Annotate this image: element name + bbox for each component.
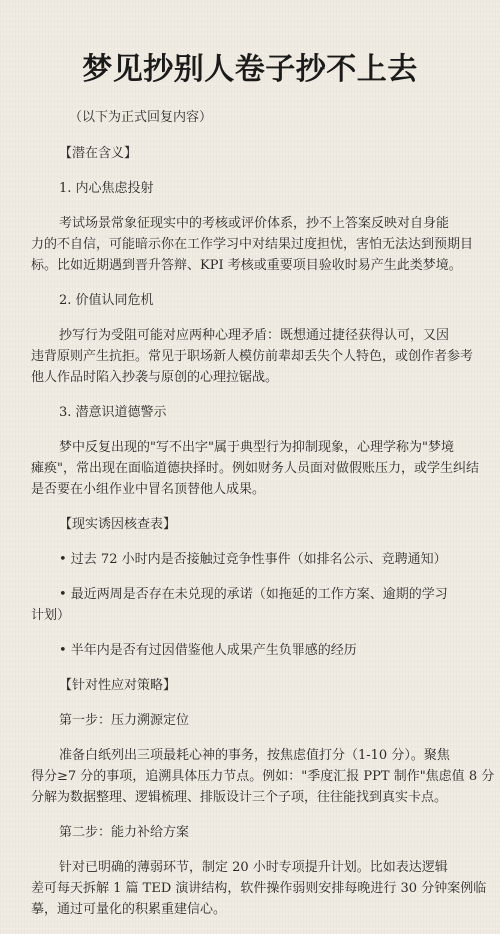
page-title: 梦见抄别人卷子抄不上去	[82, 52, 418, 87]
checklist-item: • 半年内是否有过因借鉴他人成果产生负罪感的经历	[59, 643, 357, 658]
paragraph-line: 准备白纸列出三项最耗心神的事务，按焦虑值打分（1-10 分）。聚焦	[59, 748, 450, 763]
paragraph-line: 摹，通过可量化的积累重建信心。	[31, 902, 227, 917]
checklist-line: • 最近两周是否存在未兑现的承诺（如拖延的工作方案、逾期的学习	[59, 587, 448, 602]
paragraph-line: 梦中反复出现的"写不出字"属于典型行为抑制现象，心理学称为"梦境	[59, 440, 454, 455]
paragraph-line: 瘫痪"，常出现在面临道德抉择时。例如财务人员面对做假账压力，或学生纠结	[31, 461, 479, 476]
paragraph-line: 考试场景常象征现实中的考核或评价体系，抄不上答案反映对自身能	[59, 216, 450, 231]
paragraph-line: 是否要在小组作业中冒名顶替他人成果。	[31, 482, 266, 497]
intro-note: （以下为正式回复内容）	[69, 110, 213, 125]
section-heading-strategy: 【针对性应对策略】	[59, 678, 177, 693]
paragraph-pressure	[31, 745, 495, 808]
checklist-item	[31, 584, 472, 626]
paragraph-line: 得分≥7 分的事项，追溯具体压力节点。例如："季度汇报 PPT 制作"焦虑值 8 分	[31, 769, 495, 784]
paragraph-line: 分解为数据整理、逻辑梳理、排版设计三个子项，往往能找到真实卡点。	[31, 790, 448, 805]
item-title-anxiety: 1. 内心焦虑投射	[59, 181, 154, 196]
paragraph-line: 标。比如近期遇到晋升答辩、KPI 考核或重要项目验收时易产生此类梦境。	[31, 258, 462, 273]
paragraph-ability	[31, 857, 487, 920]
paragraph-line: 针对已明确的薄弱环节，制定 20 小时专项提升计划。比如表达逻辑	[59, 860, 448, 875]
item-title-moral: 3. 潜意识道德警示	[59, 405, 167, 420]
paragraph-anxiety	[31, 213, 472, 276]
paragraph-line: 他人作品时陷入抄袭与原创的心理拉锯战。	[31, 370, 279, 385]
paragraph-moral	[31, 437, 479, 500]
paragraph-line: 违背原则产生抗拒。常见于职场新人模仿前辈却丢失个人特色，或创作者参考	[31, 349, 474, 364]
section-heading-meaning: 【潜在含义】	[59, 146, 138, 161]
step-title-ability: 第二步：能力补给方案	[59, 825, 190, 840]
paragraph-line: 差可每天拆解 1 篇 TED 演讲结构，软件操作弱则安排每晚进行 30 分钟案例临	[31, 881, 487, 896]
step-title-pressure: 第一步：压力溯源定位	[59, 713, 190, 728]
checklist-line: 计划）	[31, 608, 71, 623]
paragraph-line: 抄写行为受阻可能对应两种心理矛盾：既想通过捷径获得认可，又因	[59, 328, 450, 343]
paragraph-value	[31, 325, 472, 388]
section-heading-checklist: 【现实诱因核查表】	[59, 517, 177, 532]
checklist-item: • 过去 72 小时内是否接触过竞争性事件（如排名公示、竞聘通知）	[59, 552, 447, 567]
paragraph-line: 力的不自信，可能暗示你在工作学习中对结果过度担忧，害怕无法达到预期目	[31, 237, 474, 252]
item-title-value: 2. 价值认同危机	[59, 293, 154, 308]
article-body	[31, 107, 495, 934]
